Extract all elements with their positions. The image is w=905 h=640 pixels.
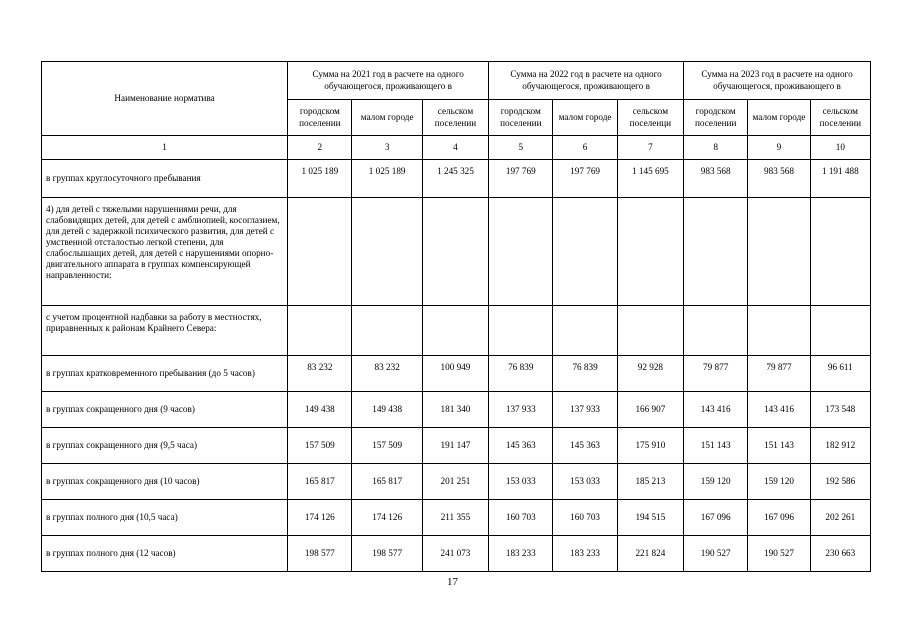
value-cell <box>684 306 748 356</box>
value-cell: 145 363 <box>553 428 617 464</box>
value-cell: 157 509 <box>352 428 422 464</box>
value-cell: 194 515 <box>617 500 683 536</box>
column-index: 8 <box>684 136 748 160</box>
value-cell: 151 143 <box>684 428 748 464</box>
value-cell: 183 233 <box>489 536 553 572</box>
column-index: 10 <box>810 136 870 160</box>
row-label: в группах полного дня (12 часов) <box>42 536 288 572</box>
value-cell: 230 663 <box>810 536 870 572</box>
value-cell: 167 096 <box>684 500 748 536</box>
value-cell <box>553 198 617 306</box>
value-cell <box>352 306 422 356</box>
value-cell: 192 586 <box>810 464 870 500</box>
value-cell: 173 548 <box>810 392 870 428</box>
table-row <box>42 198 871 306</box>
value-cell: 167 096 <box>748 500 810 536</box>
value-cell: 198 577 <box>288 536 352 572</box>
value-cell: 202 261 <box>810 500 870 536</box>
row-label: в группах сокращенного дня (9,5 часа) <box>42 428 288 464</box>
column-index: 3 <box>352 136 422 160</box>
value-cell: 143 416 <box>684 392 748 428</box>
header-sub-urban: городском поселении <box>684 100 748 136</box>
value-cell: 191 147 <box>422 428 488 464</box>
value-cell: 983 568 <box>748 160 810 198</box>
value-cell: 165 817 <box>288 464 352 500</box>
row-label: в группах полного дня (10,5 часа) <box>42 500 288 536</box>
value-cell: 174 126 <box>352 500 422 536</box>
value-cell <box>422 306 488 356</box>
header-sub-small-town: малом городе <box>352 100 422 136</box>
column-index: 7 <box>617 136 683 160</box>
value-cell: 79 877 <box>748 356 810 392</box>
table-row <box>42 306 871 356</box>
value-cell <box>288 306 352 356</box>
column-index: 5 <box>489 136 553 160</box>
value-cell: 76 839 <box>553 356 617 392</box>
column-index: 2 <box>288 136 352 160</box>
value-cell: 190 527 <box>684 536 748 572</box>
header-group-2021: Сумма на 2021 год в расчете на одного обучающегося, проживающего в <box>288 62 489 100</box>
value-cell: 181 340 <box>422 392 488 428</box>
header-sub-small-town: малом городе <box>748 100 810 136</box>
header-group-2022: Сумма на 2022 год в расчете на одного обучающегося, проживающего в <box>489 62 684 100</box>
header-sub-urban: городском поселении <box>288 100 352 136</box>
header-sub-rural: сельском поселенци <box>617 100 683 136</box>
value-cell: 153 033 <box>489 464 553 500</box>
value-cell: 174 126 <box>288 500 352 536</box>
row-label: в группах круглосуточного пребывания <box>42 160 288 198</box>
value-cell <box>748 306 810 356</box>
value-cell: 166 907 <box>617 392 683 428</box>
header-name-column: Наименование норматива <box>42 62 288 136</box>
value-cell: 159 120 <box>748 464 810 500</box>
value-cell <box>684 198 748 306</box>
normative-table <box>41 61 871 572</box>
value-cell: 983 568 <box>684 160 748 198</box>
value-cell: 183 233 <box>553 536 617 572</box>
value-cell: 175 910 <box>617 428 683 464</box>
value-cell: 159 120 <box>684 464 748 500</box>
value-cell: 1 025 189 <box>288 160 352 198</box>
value-cell: 1 145 695 <box>617 160 683 198</box>
value-cell <box>422 198 488 306</box>
value-cell: 153 033 <box>553 464 617 500</box>
value-cell: 197 769 <box>489 160 553 198</box>
value-cell: 79 877 <box>684 356 748 392</box>
header-sub-urban: городском поселении <box>489 100 553 136</box>
value-cell: 221 824 <box>617 536 683 572</box>
value-cell <box>489 198 553 306</box>
value-cell: 1 191 488 <box>810 160 870 198</box>
value-cell: 92 928 <box>617 356 683 392</box>
value-cell: 1 245 325 <box>422 160 488 198</box>
value-cell: 198 577 <box>352 536 422 572</box>
page-number: 17 <box>447 576 458 588</box>
value-cell: 151 143 <box>748 428 810 464</box>
table-row <box>42 428 871 464</box>
row-label: в группах кратковременного пребывания (до 5 часов) <box>42 356 288 392</box>
table-row <box>42 356 871 392</box>
value-cell: 137 933 <box>553 392 617 428</box>
value-cell: 165 817 <box>352 464 422 500</box>
value-cell: 145 363 <box>489 428 553 464</box>
column-index: 9 <box>748 136 810 160</box>
row-label: с учетом процентной надбавки за работу в местностях, приравненных к районам Крайнего Севера: <box>42 306 288 356</box>
table-row <box>42 464 871 500</box>
value-cell <box>810 306 870 356</box>
value-cell: 182 912 <box>810 428 870 464</box>
row-label: в группах сокращенного дня (9 часов) <box>42 392 288 428</box>
value-cell: 160 703 <box>553 500 617 536</box>
value-cell: 1 025 189 <box>352 160 422 198</box>
value-cell: 190 527 <box>748 536 810 572</box>
value-cell: 100 949 <box>422 356 488 392</box>
column-index: 4 <box>422 136 488 160</box>
value-cell: 96 611 <box>810 356 870 392</box>
value-cell <box>810 198 870 306</box>
value-cell: 83 232 <box>288 356 352 392</box>
column-index-row <box>42 136 871 160</box>
value-cell: 241 073 <box>422 536 488 572</box>
value-cell: 201 251 <box>422 464 488 500</box>
value-cell <box>352 198 422 306</box>
value-cell: 76 839 <box>489 356 553 392</box>
table-row <box>42 392 871 428</box>
value-cell: 185 213 <box>617 464 683 500</box>
value-cell: 211 355 <box>422 500 488 536</box>
value-cell: 143 416 <box>748 392 810 428</box>
value-cell <box>489 306 553 356</box>
value-cell <box>617 198 683 306</box>
value-cell: 157 509 <box>288 428 352 464</box>
column-index: 1 <box>42 136 288 160</box>
value-cell: 149 438 <box>288 392 352 428</box>
value-cell: 83 232 <box>352 356 422 392</box>
value-cell <box>748 198 810 306</box>
row-label: в группах сокращенного дня (10 часов) <box>42 464 288 500</box>
value-cell: 197 769 <box>553 160 617 198</box>
value-cell: 137 933 <box>489 392 553 428</box>
value-cell: 160 703 <box>489 500 553 536</box>
header-sub-rural: сельском поселении <box>422 100 488 136</box>
table-row <box>42 160 871 198</box>
table-row <box>42 536 871 572</box>
header-sub-rural: сельском поселении <box>810 100 870 136</box>
value-cell <box>617 306 683 356</box>
value-cell <box>553 306 617 356</box>
row-label: 4) для детей с тяжелыми нарушениями речи, для слабовидящих детей, для детей с амблиопией, косоглазием, для детей с задержкой психического развития, для детей с умственной отсталостью легкой степени, для слабослышащих детей, для детей с нарушениями опорно-двигательного аппарата в группах компенсирующей направленности: <box>42 198 288 306</box>
table-row <box>42 500 871 536</box>
header-sub-small-town: малом городе <box>553 100 617 136</box>
header-group-2023: Сумма на 2023 год в расчете на одного обучающегося, проживающего в <box>684 62 871 100</box>
column-index: 6 <box>553 136 617 160</box>
value-cell <box>288 198 352 306</box>
value-cell: 149 438 <box>352 392 422 428</box>
